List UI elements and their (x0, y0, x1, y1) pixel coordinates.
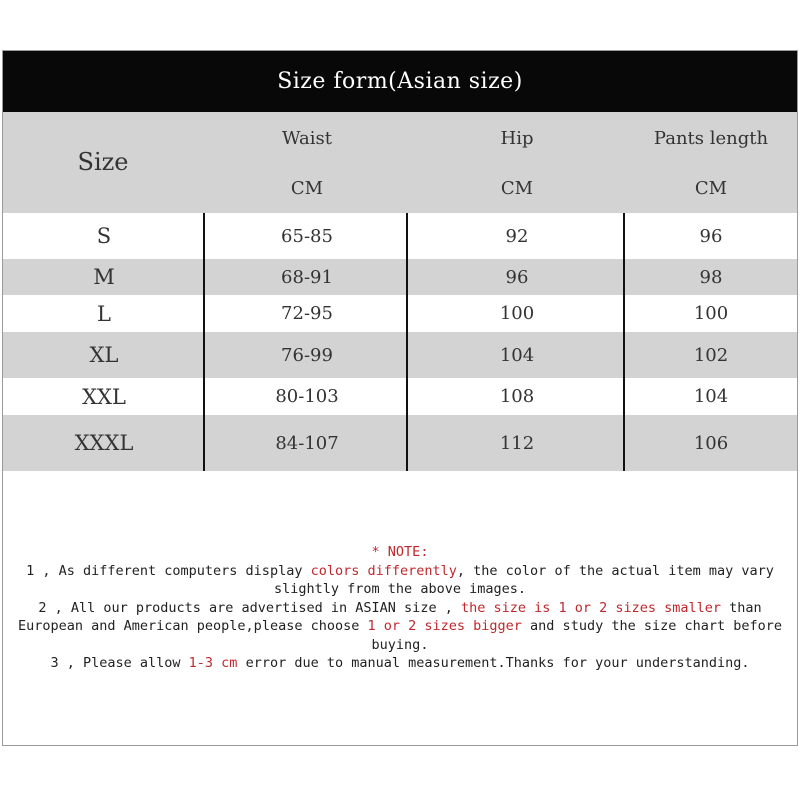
size-cell: L (97, 301, 111, 326)
table-row (3, 259, 797, 295)
size-cell: S (96, 224, 112, 248)
note-highlight: colors differently (310, 562, 457, 579)
note-1 (3, 562, 797, 599)
note-text: , the color of the actual item may vary slightly from the above images. (274, 562, 774, 597)
waist-column-header: Waist (282, 128, 332, 149)
hip-cell: 100 (499, 303, 535, 324)
pants-length-cell: 106 (693, 432, 729, 454)
pants-length-cell: 100 (693, 303, 729, 324)
size-cell: XXXL (74, 431, 134, 455)
note-text: 1 , As different computers display (26, 562, 311, 579)
table-row (3, 378, 797, 415)
hip-column-header: Hip (500, 128, 534, 149)
note-2 (3, 599, 797, 655)
note-text: 3 , Please allow (50, 655, 189, 671)
waist-cell: 68-91 (281, 266, 333, 288)
table-row (3, 332, 797, 378)
notes-heading: * NOTE: (371, 544, 429, 560)
hip-unit: CM (500, 178, 534, 199)
waist-cell: 76-99 (281, 344, 333, 366)
size-cell: XL (89, 343, 119, 367)
hip-cell: 112 (499, 432, 535, 454)
note-highlight: 1 or 2 sizes bigger (367, 618, 522, 634)
hip-cell: 108 (499, 386, 535, 407)
note-text: than European and American people,please choose (17, 599, 762, 634)
chart-title: Size form(Asian size) (3, 51, 797, 112)
table-header (3, 112, 797, 213)
waist-cell: 72-95 (281, 303, 333, 324)
hip-cell: 96 (505, 266, 529, 288)
table-row (3, 415, 797, 471)
size-cell: XXL (82, 384, 126, 409)
note-3 (3, 654, 797, 673)
pants-length-cell: 96 (699, 225, 723, 247)
note-text: and study the size chart before buying. (371, 618, 783, 653)
pants-length-cell: 98 (699, 266, 723, 288)
size-column-header: Size (77, 148, 129, 176)
pants-length-column-header: Pants length (653, 128, 769, 149)
table-row (3, 213, 797, 259)
column-divider (623, 213, 625, 471)
note-text: error due to manual measurement.Thanks for your understanding. (237, 655, 750, 671)
size-cell: M (93, 265, 115, 289)
column-divider (203, 213, 205, 471)
hip-cell: 92 (505, 225, 529, 247)
waist-cell: 84-107 (275, 432, 339, 454)
hip-cell: 104 (499, 344, 535, 366)
pants-length-cell: 104 (693, 386, 729, 407)
note-text: 2 , All our products are advertised in ASIAN size , (38, 599, 461, 616)
waist-cell: 65-85 (281, 225, 333, 247)
notes-block (3, 543, 797, 673)
table-row (3, 295, 797, 332)
pants-length-cell: 102 (693, 344, 729, 366)
waist-unit: CM (290, 178, 324, 199)
column-divider (406, 213, 408, 471)
note-highlight: the size is 1 or 2 sizes smaller (460, 599, 722, 616)
note-highlight: 1-3 cm (188, 655, 238, 671)
waist-cell: 80-103 (275, 386, 339, 407)
size-chart (2, 50, 798, 746)
pants-length-unit: CM (694, 178, 728, 199)
